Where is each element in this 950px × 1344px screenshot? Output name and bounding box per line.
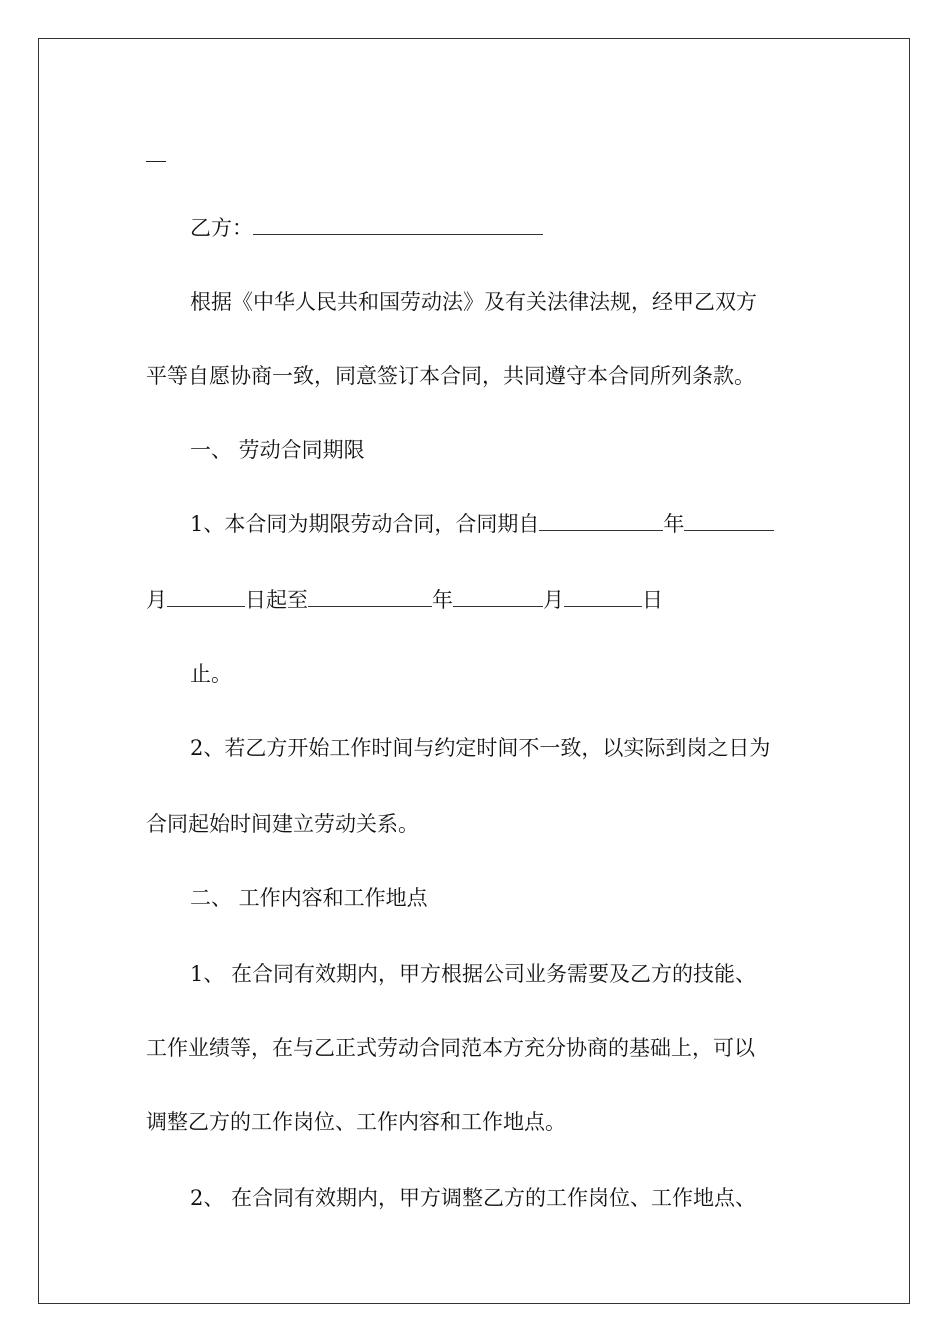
intro-line-2: 平等自愿协商一致，同意签订本合同，共同遵守本合同所列条款。 [146,364,755,388]
end-day-word: 日 [642,588,663,612]
intro-line-1: 根据《中华人民共和国劳动法》及有关法律法规，经甲乙双方 [190,290,757,314]
year-word: 年 [663,512,685,536]
start-day-blank[interactable] [167,588,245,607]
term-line-2 [146,588,663,612]
content-1-line-3: 调整乙方的工作岗位、工作内容和工作地点。 [146,1110,566,1134]
term-text: 1、本合同为期限劳动合同，合同期自 [190,512,540,536]
end-day-blank[interactable] [564,588,642,607]
party-b-line [190,216,543,240]
content-1-line-2: 工作业绩等，在与乙正式劳动合同范本方充分协商的基础上，可以 [146,1036,755,1060]
end-year-word: 年 [432,588,453,612]
month-word: 月 [146,588,167,612]
day-start-word: 日起至 [245,588,308,612]
end-year-blank[interactable] [308,588,432,607]
end-month-blank[interactable] [453,588,543,607]
party-b-label: 乙方： [190,216,253,240]
start-year-blank[interactable] [539,512,663,531]
end-month-word: 月 [543,588,564,612]
section-2-heading: 二、 工作内容和工作地点 [190,886,428,910]
content-2-line-1: 2、 在合同有效期内，甲方调整乙方的工作岗位、工作地点、 [190,1186,757,1210]
start-time-line-1: 2、若乙方开始工作时间与约定时间不一致，以实际到岗之日为 [190,736,771,760]
start-month-blank[interactable] [684,512,774,531]
content-1-line-1: 1、 在合同有效期内，甲方根据公司业务需要及乙方的技能、 [190,962,757,986]
section-1-heading: 一、 劳动合同期限 [190,438,365,462]
party-b-blank[interactable] [253,216,543,235]
top-dash-mark [146,161,166,162]
start-time-line-2: 合同起始时间建立劳动关系。 [146,812,419,836]
term-end: 止。 [190,662,232,686]
term-line-1 [190,512,774,536]
